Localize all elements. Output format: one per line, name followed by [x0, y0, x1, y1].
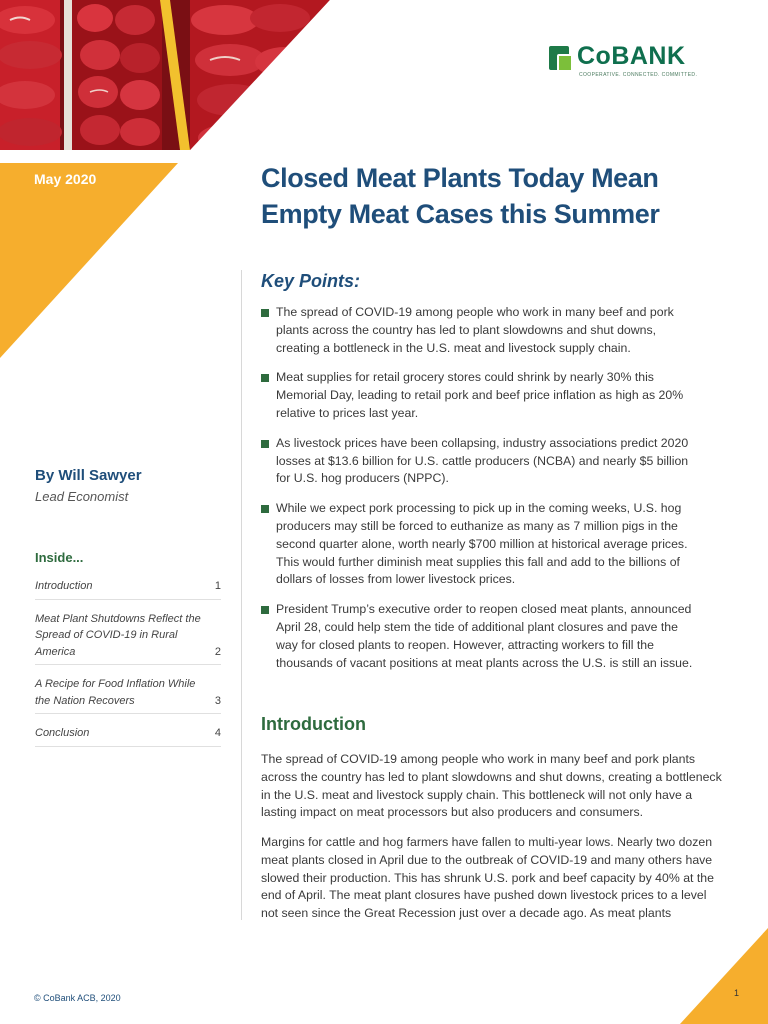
toc-item[interactable] — [35, 578, 221, 600]
toc-item[interactable] — [35, 611, 221, 666]
square-bullet-icon — [261, 505, 269, 513]
accent-triangle-bottom — [680, 928, 768, 1024]
key-point-text: President Trump’s executive order to reopen closed meat plants, announced April 28, could help stem the tide of additional plant closures and pave the way for closed plants to reopen. However, attracting workers to fill the thousands of vacant positions at meat plants across the U.S. is still an issue. — [276, 602, 693, 670]
square-bullet-icon — [261, 606, 269, 614]
key-point-item — [261, 435, 701, 488]
key-points-heading: Key Points: — [261, 271, 361, 291]
key-point-item — [261, 601, 701, 672]
toc-item-label[interactable]: Meat Plant Shutdowns Reflect the Spread of COVID-19 in Rural America — [35, 612, 201, 658]
author-name: By Will Sawyer — [35, 467, 142, 484]
cobank-leaf-icon — [547, 44, 573, 72]
page-number: 1 — [734, 988, 740, 998]
introduction-paragraph: The spread of COVID-19 among people who work in many beef and pork plants across the country has led to plant slowdowns and shut downs, creating a bottleneck in the U.S. meat and livestock supply chain. This bottleneck will not only have a lasting impact on meat processors but also producers and consumers. — [261, 752, 722, 820]
toc-item-page: 1 — [214, 580, 221, 592]
toc-item-label[interactable]: Conclusion — [35, 727, 90, 739]
logo-wordmark: CoBANK — [577, 42, 686, 70]
square-bullet-icon — [261, 374, 269, 382]
toc-item[interactable] — [35, 725, 221, 747]
cobank-logo — [547, 42, 717, 82]
toc-item-page: 4 — [214, 727, 221, 739]
copyright-footer: © CoBank ACB, 2020 — [34, 993, 121, 1003]
key-point-item — [261, 500, 701, 589]
square-bullet-icon — [261, 440, 269, 448]
toc-item-label[interactable]: Introduction — [35, 580, 93, 592]
column-divider — [241, 270, 242, 920]
toc-item-label[interactable]: A Recipe for Food Inflation While the Nation Recovers — [35, 678, 196, 707]
key-point-text: As livestock prices have been collapsing, industry associations predict 2020 losses at $13.6 billion for U.S. cattle producers (NCBA) and nearly $5 billion for U.S. hog producers (NPPC). — [276, 435, 689, 486]
author-role: Lead Economist — [35, 489, 129, 504]
logo-tagline: COOPERATIVE. CONNECTED. COMMITTED. — [579, 72, 698, 78]
toc-item-page: 2 — [214, 645, 221, 658]
introduction-paragraph: Margins for cattle and hog farmers have fallen to multi-year lows. Nearly two dozen meat plants closed in April due to the outbreak of COVID-19 and many others have slowed their production. This has shrunk U.S. pork and beef capacity by 40% at the end of April. The meat plant closures have pushed down livestock prices to a level not seen since the Great Recession just over a decade ago. As meat plants — [261, 835, 714, 921]
key-point-text: While we expect pork processing to pick up in the coming weeks, U.S. hog producers may still be forced to euthanize as many as 7 million pigs in the second quarter alone, worth nearly $700 million at historical average prices. This would further diminish meat supplies this fall and add to the billions of dollars of losses from lower livestock prices. — [276, 501, 688, 587]
issue-date: May 2020 — [34, 171, 97, 187]
toc-item[interactable] — [35, 676, 221, 714]
page-title: Closed Meat Plants Today Mean Empty Meat Cases this Summer — [261, 163, 660, 229]
key-point-item — [261, 369, 701, 422]
key-point-text: Meat supplies for retail grocery stores could shrink by nearly 30% this Memorial Day, leading to retail pork and beef price inflation as high as 20% relative to prices last year. — [276, 370, 684, 420]
toc-item-page: 3 — [214, 694, 221, 707]
introduction-heading: Introduction — [261, 714, 366, 734]
table-of-contents — [35, 578, 221, 758]
inside-heading: Inside... — [35, 550, 84, 565]
key-points-list — [261, 304, 701, 684]
key-point-text: The spread of COVID-19 among people who work in many beef and pork plants across the country has led to plant slowdowns and shut downs, creating a bottleneck in the U.S. meat and livestock supply chain. — [276, 305, 674, 355]
square-bullet-icon — [261, 309, 269, 317]
key-point-item — [261, 304, 701, 357]
